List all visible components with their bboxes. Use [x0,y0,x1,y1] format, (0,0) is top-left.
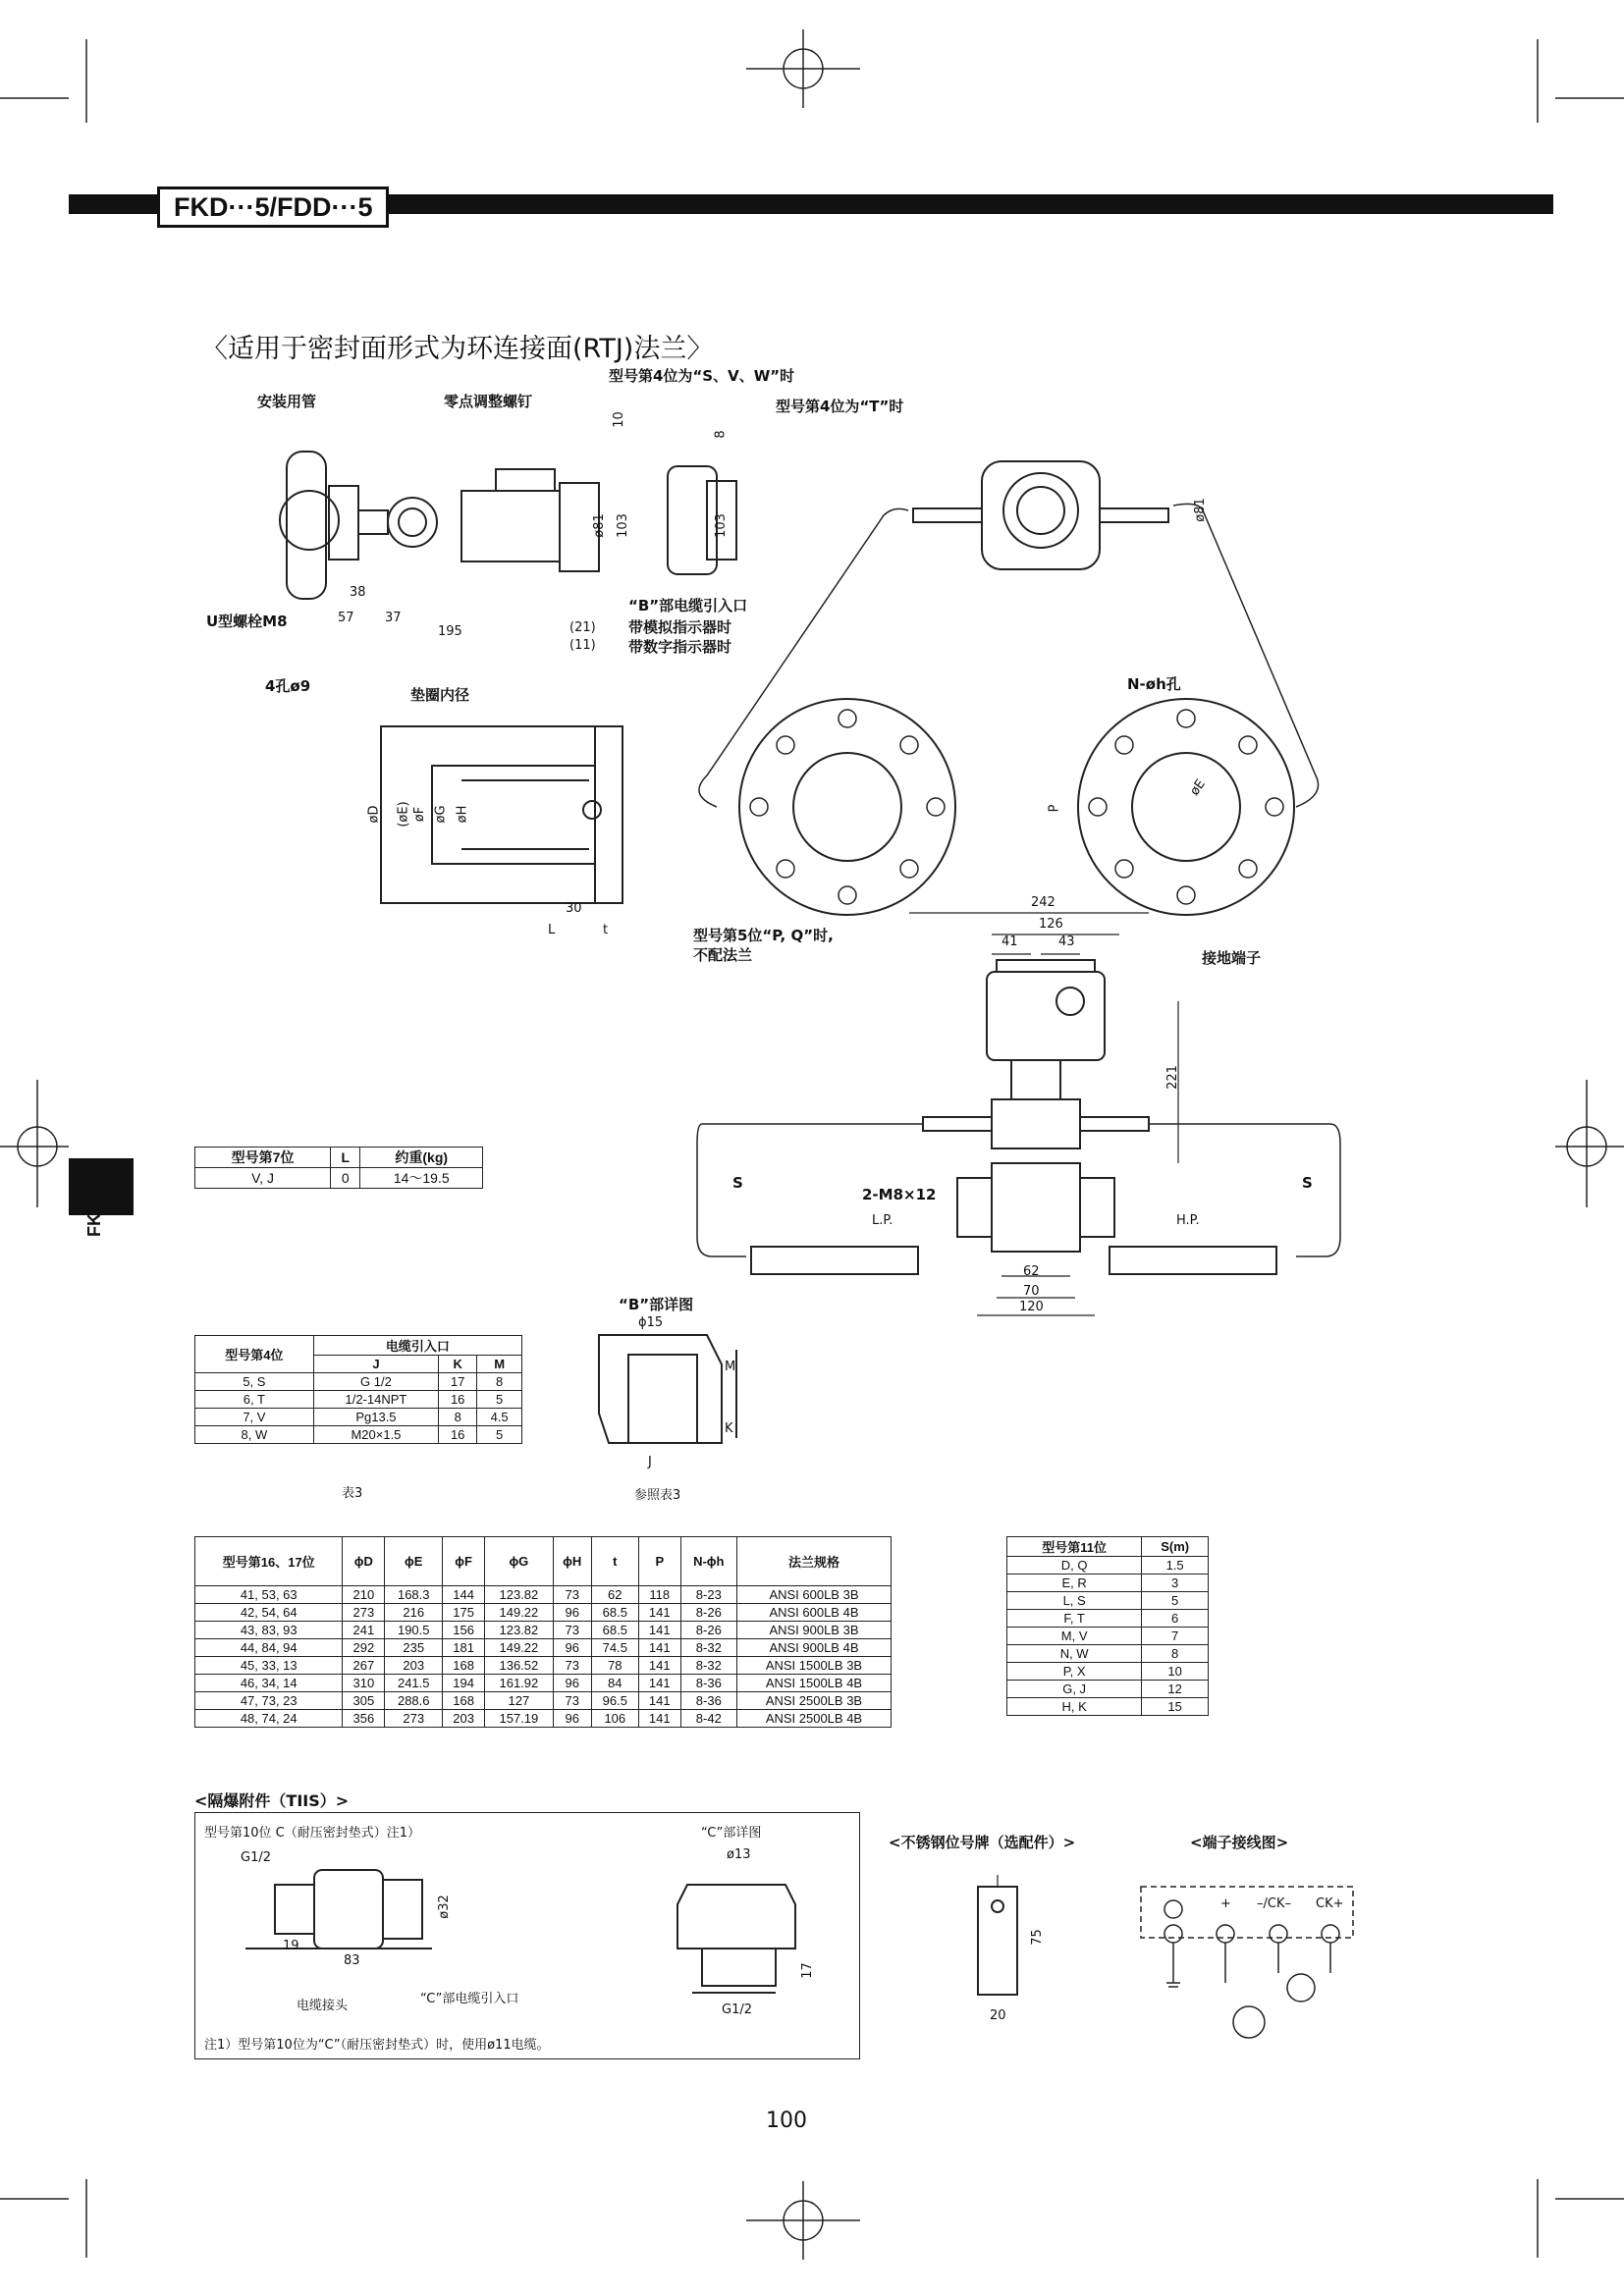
s-header: S(m) [1142,1537,1209,1557]
table3-cell: 5 [477,1426,522,1444]
tiis-box [194,1812,860,2059]
table3-cell: 8 [477,1373,522,1391]
side-view [280,452,736,599]
table3-cell: 7, V [195,1409,314,1426]
label-ground: 接地端子 [1202,949,1262,967]
s-cell: 7 [1142,1628,1209,1645]
label-model4-t: 型号第4位为“T”时 [776,398,904,415]
flange-header: ϕF [443,1537,485,1586]
flange-cell: ANSI 2500LB 4B [736,1710,891,1728]
dim-phiG: øG [433,805,449,824]
label-holes: 4孔ø9 [265,677,311,695]
tiis-c-detail: “C”部详图 [701,1826,762,1841]
label-zero-adjust: 零点调整螺钉 [444,393,533,410]
tag-plate [978,1875,1017,1995]
flange-cell: 78 [591,1657,638,1675]
flange-cell: ANSI 1500LB 4B [736,1675,891,1692]
flange-cell: 118 [638,1586,680,1604]
dim-221: 221 [1164,1065,1180,1090]
s-cell: 15 [1142,1698,1209,1716]
s-cell: P, X [1007,1663,1142,1681]
dim-10: 10 [611,411,626,428]
table3-cell: 6, T [195,1391,314,1409]
weight-header: 型号第7位 [195,1148,331,1168]
table3-cell: 17 [439,1373,477,1391]
page-title: FKD···5/FDD···5 [157,187,389,228]
weight-header: L [331,1148,360,1168]
flange-cell: 123.82 [485,1586,554,1604]
flange-cell: 310 [343,1675,385,1692]
tiis-d32: ø32 [436,1895,452,1919]
dim-81a: ø81 [591,513,607,538]
flange-cell: 141 [638,1675,680,1692]
tiis-connector: 电缆接头 [297,1999,349,2013]
s-cell: 12 [1142,1681,1209,1698]
flange-header: ϕG [485,1537,554,1586]
table3-sub: J [313,1356,438,1373]
terminal-plus: + [1220,1896,1231,1911]
terminal-ck-minus: –/CK– [1257,1896,1291,1911]
weight-cell: 0 [331,1168,360,1189]
flange-cell: 149.22 [485,1639,554,1657]
table3-header: 电缆引入口 [313,1336,521,1356]
s-row [1007,1592,1209,1610]
section-title: 〈适用于密封面形式为环连接面(RTJ)法兰〉 [201,334,714,364]
dim-43: 43 [1058,934,1075,949]
table3-cell: 1/2-14NPT [313,1391,438,1409]
tiis-sub: 型号第10位 C（耐压密封垫式）注1） [204,1826,421,1841]
flange-cell: 141 [638,1639,680,1657]
flange-cell: 73 [553,1657,591,1675]
dim-lines [909,913,1178,1315]
s-cell: 5 [1142,1592,1209,1610]
flange-header: ϕD [343,1537,385,1586]
flange-cell: 141 [638,1604,680,1622]
label-model4-svw: 型号第4位为“S、V、W”时 [609,367,795,385]
dim-phiE: øE [1187,776,1209,799]
label-no-flange: 型号第5位“P, Q”时, [693,927,834,944]
tag-title: <不锈钢位号牌（选配件）> [889,1834,1076,1851]
flange-cell: 168 [443,1657,485,1675]
table3-sub: K [439,1356,477,1373]
flange-cell: 96 [553,1710,591,1728]
dim-126: 126 [1039,917,1063,932]
flange-cell: ANSI 900LB 4B [736,1639,891,1657]
flange-cell: 273 [343,1604,385,1622]
dim-38: 38 [350,585,366,600]
flange-cell: 96 [553,1604,591,1622]
dim-81b: ø81 [1192,498,1208,522]
table3-cell: 16 [439,1426,477,1444]
s-row [1007,1663,1209,1681]
dim-L: L [548,923,556,937]
flange-cell: 141 [638,1692,680,1710]
flange-cell: 210 [343,1586,385,1604]
flange-cell: 46, 34, 14 [195,1675,343,1692]
weight-header: 约重(kg) [360,1148,483,1168]
table3-cell: M20×1.5 [313,1426,438,1444]
flange-cell: 168.3 [385,1586,443,1604]
flange-cell: 190.5 [385,1622,443,1639]
flange-left [739,699,955,915]
flange-cell: 96 [553,1639,591,1657]
flange-cell: ANSI 2500LB 3B [736,1692,891,1710]
dim-t: t [603,923,609,937]
flange-cell: 8-32 [680,1639,736,1657]
flange-cell: 44, 84, 94 [195,1639,343,1657]
detail-b-K: K [725,1421,733,1436]
flange-cell: 292 [343,1639,385,1657]
flange-right [1078,699,1294,915]
s-cell: L, S [1007,1592,1142,1610]
flange-cell: 157.19 [485,1710,554,1728]
dim-103a: 103 [615,513,630,538]
flange-cell: ANSI 600LB 4B [736,1604,891,1622]
flange-cell: 48, 74, 24 [195,1710,343,1728]
flange-header: t [591,1537,638,1586]
dim-11: (11) [569,638,596,653]
table3-header: 型号第4位 [195,1336,314,1373]
dim-30: 30 [566,901,582,916]
label-analog: 带模拟指示器时 [628,618,732,636]
flange-cell: 73 [553,1622,591,1639]
tiis-d19: 19 [283,1939,299,1953]
detail-b-J: J [648,1455,652,1469]
flange-cell: ANSI 600LB 3B [736,1586,891,1604]
flange-cell: 8-36 [680,1675,736,1692]
dim-103b: 103 [713,513,729,538]
s-row [1007,1575,1209,1592]
flange-cell: ANSI 1500LB 3B [736,1657,891,1675]
s-cell: G, J [1007,1681,1142,1698]
label-digital: 带数字指示器时 [628,638,732,656]
tag-d75: 75 [1029,1929,1045,1946]
flange-cell: 156 [443,1622,485,1639]
label-bolt: 2-M8×12 [862,1186,937,1203]
s-cell: H, K [1007,1698,1142,1716]
flange-cell: 42, 54, 64 [195,1604,343,1622]
flange-row [195,1586,892,1604]
label-s-right: S [1302,1174,1313,1192]
label-lp: L.P. [872,1213,893,1228]
flange-cell: 273 [385,1710,443,1728]
flange-cell: 41, 53, 63 [195,1586,343,1604]
flange-cell: 47, 73, 23 [195,1692,343,1710]
flange-row [195,1622,892,1639]
flange-cell: 96 [553,1675,591,1692]
detail-b-ref: 参照表3 [634,1488,681,1503]
flange-cell: 141 [638,1622,680,1639]
tag-d20: 20 [990,2008,1006,2023]
table3-cell: 8 [439,1409,477,1426]
label-s-left: S [732,1174,743,1192]
flange-cell: 141 [638,1657,680,1675]
flange-cell: 267 [343,1657,385,1675]
flange-cell: 62 [591,1586,638,1604]
s-cell: 6 [1142,1610,1209,1628]
detail-b-phi15: ϕ15 [638,1315,664,1330]
flange-cell: ANSI 900LB 3B [736,1622,891,1639]
flange-header: N-ϕh [680,1537,736,1586]
tiis-phi13: ø13 [727,1847,751,1862]
cable-entry-table [194,1335,522,1444]
weight-table [194,1147,483,1189]
dim-62: 62 [1023,1264,1040,1279]
dim-phiH: øH [455,805,470,824]
flange-cell: 305 [343,1692,385,1710]
label-n-holes: N-øh孔 [1127,675,1181,693]
flange-cell: 181 [443,1639,485,1657]
s-row [1007,1610,1209,1628]
flange-cell: 96.5 [591,1692,638,1710]
s-table-body [1007,1557,1209,1716]
flange-cell: 194 [443,1675,485,1692]
label-no-flange-2: 不配法兰 [693,946,753,964]
table3-cell: 4.5 [477,1409,522,1426]
s-cell: D, Q [1007,1557,1142,1575]
s-cell: 3 [1142,1575,1209,1592]
tiis-c-cable: “C”部电缆引入口 [420,1992,519,2006]
flange-cell: 8-36 [680,1692,736,1710]
flange-row [195,1710,892,1728]
terminal-ck-plus: CK+ [1316,1896,1344,1911]
s-row [1007,1628,1209,1645]
s-row [1007,1681,1209,1698]
dim-8: 8 [713,430,729,439]
label-gasket: 垫圈内径 [410,686,470,704]
tiis-d83: 83 [344,1953,360,1968]
flange-cell: 8-42 [680,1710,736,1728]
tiis-g12: G1/2 [241,1850,271,1865]
table3-cell: 8, W [195,1426,314,1444]
flange-cell: 168 [443,1692,485,1710]
flange-cell: 123.82 [485,1622,554,1639]
weight-cell: 14～19.5 [360,1168,483,1189]
flange-row [195,1639,892,1657]
s-length-table [1006,1536,1209,1716]
s-cell: M, V [1007,1628,1142,1645]
dim-195: 195 [438,624,462,639]
dim-phiE-p: (øE) [396,801,411,828]
side-label: FKD [84,1201,104,1237]
dim-37: 37 [385,611,402,625]
tiis-g12b: G1/2 [722,2002,752,2017]
flange-cell: 8-26 [680,1622,736,1639]
detail-b-title: “B”部详图 [619,1296,694,1313]
flange-cell: 141 [638,1710,680,1728]
label-b-cable: “B”部电缆引入口 [628,597,748,614]
label-mount-pipe: 安装用管 [257,393,317,410]
s-cell: 8 [1142,1645,1209,1663]
flange-cell: 216 [385,1604,443,1622]
dim-phiF: øF [412,806,428,823]
dim-120: 120 [1019,1300,1044,1314]
flange-table-body [195,1586,892,1728]
table3-cell: 5 [477,1391,522,1409]
dim-242: 242 [1031,895,1056,910]
flange-cell: 235 [385,1639,443,1657]
flange-cell: 84 [591,1675,638,1692]
dim-70: 70 [1023,1284,1040,1299]
page-number: 100 [766,2109,807,2133]
detail-b [599,1335,736,1443]
dim-57: 57 [338,611,354,625]
dim-21: (21) [569,620,596,635]
flange-header: P [638,1537,680,1586]
flange-cell: 127 [485,1692,554,1710]
table3-cell: Pg13.5 [313,1409,438,1426]
dim-phiD: øD [366,805,382,824]
flange-header: 法兰规格 [736,1537,891,1586]
flange-cell: 106 [591,1710,638,1728]
flange-cell: 8-26 [680,1604,736,1622]
flange-header: 型号第16、17位 [195,1537,343,1586]
flange-row [195,1692,892,1710]
flange-cell: 43, 83, 93 [195,1622,343,1639]
flange-row [195,1657,892,1675]
flange-cell: 241 [343,1622,385,1639]
flange-cell: 241.5 [385,1675,443,1692]
s-row [1007,1645,1209,1663]
flange-cell: 74.5 [591,1639,638,1657]
flange-header: ϕE [385,1537,443,1586]
flange-header: ϕH [553,1537,591,1586]
weight-cell: V, J [195,1168,331,1189]
terminal-title: <端子接线图> [1190,1834,1289,1851]
label-hp: H.P. [1176,1213,1200,1228]
top-transmitter [913,461,1168,569]
s-cell: E, R [1007,1575,1142,1592]
table3-cell: 16 [439,1391,477,1409]
s-cell: 1.5 [1142,1557,1209,1575]
table3-cell: G 1/2 [313,1373,438,1391]
table3-cell: 5, S [195,1373,314,1391]
s-row [1007,1698,1209,1716]
flange-cell: 136.52 [485,1657,554,1675]
flange-table-header [195,1537,892,1586]
bottom-transmitter [697,960,1340,1274]
flange-cell: 68.5 [591,1604,638,1622]
flange-cell: 175 [443,1604,485,1622]
table3-sub: M [477,1356,522,1373]
flange-cell: 144 [443,1586,485,1604]
flange-row [195,1675,892,1692]
tiis-note: 注1）型号第10位为“C”（耐压密封垫式）时，使用ø11电缆。 [204,2038,550,2053]
flange-cell: 203 [385,1657,443,1675]
flange-cell: 73 [553,1692,591,1710]
table3-caption: 表3 [342,1486,363,1501]
s-header: 型号第11位 [1007,1537,1142,1557]
s-cell: 10 [1142,1663,1209,1681]
flange-cell: 288.6 [385,1692,443,1710]
flange-row [195,1604,892,1622]
flange-cell: 356 [343,1710,385,1728]
flange-table [194,1536,892,1728]
flange-cell: 8-23 [680,1586,736,1604]
dim-41: 41 [1001,934,1018,949]
dim-P: P [1047,804,1062,813]
label-u-bolt: U型螺栓M8 [206,613,288,630]
flange-cell: 149.22 [485,1604,554,1622]
flange-cell: 68.5 [591,1622,638,1639]
s-cell: N, W [1007,1645,1142,1663]
flange-cell: 8-32 [680,1657,736,1675]
detail-b-M: M [725,1360,736,1374]
flange-cell: 203 [443,1710,485,1728]
s-row [1007,1557,1209,1575]
flange-cell: 161.92 [485,1675,554,1692]
tiis-d17: 17 [799,1962,815,1979]
flange-cell: 73 [553,1586,591,1604]
s-cell: F, T [1007,1610,1142,1628]
tiis-title: <隔爆附件（TIIS）> [194,1791,350,1810]
flange-cell: 45, 33, 13 [195,1657,343,1675]
